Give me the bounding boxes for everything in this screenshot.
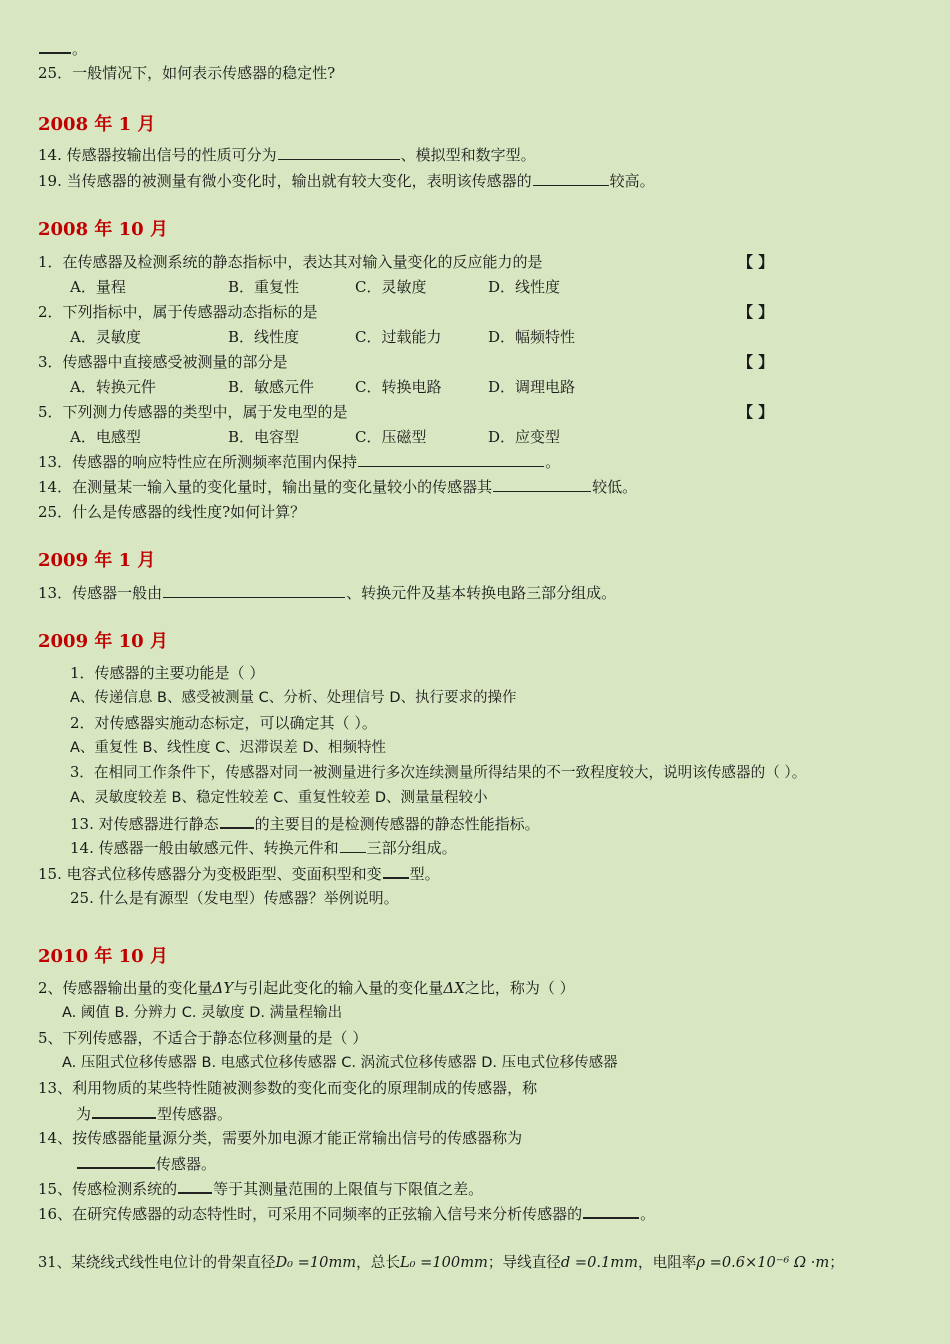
text: 14. 传感器按输出信号的性质可分为 — [38, 146, 277, 164]
text: 型传感器。 — [157, 1105, 233, 1123]
answer-bracket: 【 】 — [738, 253, 774, 271]
answer-bracket: 【 】 — [738, 403, 774, 421]
question-13-2010-10: 13、利用物质的某些特性随被测参数的变化而变化的原理制成的传感器，称 — [38, 1079, 538, 1097]
math-expression: L₀ =100mm — [399, 1254, 488, 1271]
question-25-2009-10: 25. 什么是有源型（发电型）传感器？举例说明。 — [70, 889, 399, 907]
option-d: D．线性度 — [488, 278, 561, 296]
question-25-2007: 25．一般情况下，如何表示传感器的稳定性? — [38, 64, 336, 82]
answer-blank — [583, 1203, 639, 1219]
text: ； — [829, 1254, 844, 1271]
text: 的主要目的是检测传感器的静态性能指标。 — [254, 815, 540, 833]
text: 传感器。 — [156, 1155, 217, 1173]
math-expression: ρ =0.6×10⁻⁶ Ω ·m — [696, 1254, 830, 1271]
text: 、转换元件及基本转换电路三部分组成。 — [346, 584, 617, 602]
text: 2、传感器输出量的变化量 — [38, 979, 213, 997]
answer-blank — [220, 813, 254, 829]
answer-blank — [383, 863, 409, 879]
option-a: A．转换元件 — [70, 378, 156, 396]
text: 。 — [545, 453, 561, 471]
answer-blank — [178, 1178, 212, 1194]
option-b: B．线性度 — [228, 328, 300, 346]
option-b: B．电容型 — [228, 428, 300, 446]
question-5-2010-10: 5、下列传感器，不适合于静态位移测量的是（ ） — [38, 1029, 368, 1047]
option-a: A．灵敏度 — [70, 328, 141, 346]
answer-blank — [358, 452, 544, 467]
text: 。 — [72, 40, 88, 58]
section-heading-2008-01: 2008 年 1 月 — [38, 114, 156, 135]
text: 13. 对传感器进行静态 — [70, 815, 219, 833]
option-a: A．量程 — [70, 278, 126, 296]
options-q1-2009-10: A、传递信息 B、感受被测量 C、分析、处理信号 D、执行要求的操作 — [70, 690, 517, 706]
question-14-2009-10 — [70, 838, 457, 858]
question-2-2010-10 — [38, 978, 575, 998]
option-d: D．调理电路 — [488, 378, 576, 396]
answer-bracket: 【 】 — [738, 353, 774, 371]
question-5-2008-10: 5．下列测力传感器的类型中，属于发电型的是 — [38, 403, 348, 421]
text: 14．在测量某一输入量的变化量时，输出量的变化量较小的传感器其 — [38, 478, 493, 496]
question-13-2009-10 — [70, 813, 540, 834]
answer-blank — [163, 583, 345, 598]
text: 较低。 — [592, 478, 638, 496]
text: 较高。 — [609, 172, 655, 190]
math-expression: d =0.1mm — [560, 1254, 638, 1271]
question-15-2010-10 — [38, 1178, 483, 1199]
question-16-2010-10 — [38, 1203, 655, 1224]
question-25-2008-10: 25．什么是传感器的线性度?如何计算？ — [38, 503, 306, 521]
text: 型。 — [409, 865, 440, 883]
section-heading-2009-10: 2009 年 10 月 — [38, 631, 168, 652]
text: 三部分组成。 — [366, 839, 457, 857]
question-13-2009-01 — [38, 583, 616, 603]
options-q3-2009-10: A、灵敏度较差 B、稳定性较差 C、重复性较差 D、测量量程较小 — [70, 790, 488, 806]
math-expression: D₀ =10mm — [275, 1254, 357, 1271]
option-b: B．重复性 — [228, 278, 300, 296]
text: 、模拟型和数字型。 — [400, 146, 536, 164]
answer-blank — [77, 1153, 155, 1169]
question-14-2008-10 — [38, 477, 637, 497]
question-2-2008-10: 2．下列指标中，属于传感器动态指标的是 — [38, 303, 318, 321]
question-14-2010-10: 14、按传感器能量源分类，需要外加电源才能正常输出信号的传感器称为 — [38, 1129, 523, 1147]
answer-blank — [533, 171, 609, 186]
answer-blank — [340, 838, 366, 853]
text: 与引起此变化的输入量的变化量 — [233, 979, 444, 997]
question-19-2008-01 — [38, 171, 655, 191]
text: 。 — [640, 1205, 656, 1223]
text: ，总长 — [356, 1254, 400, 1271]
option-b: B．敏感元件 — [228, 378, 315, 396]
math-symbol: ΔX — [443, 979, 465, 997]
text: 15. 电容式位移传感器分为变极距型、变面积型和变 — [38, 865, 382, 883]
option-c: C．灵敏度 — [355, 278, 427, 296]
question-3-2009-10: 3．在相同工作条件下，传感器对同一被测量进行多次连续测量所得结果的不一致程度较大，说明该传感器的（ ）。 — [70, 764, 807, 781]
option-d: D．幅频特性 — [488, 328, 576, 346]
option-c: C．过载能力 — [355, 328, 442, 346]
question-1-2009-10: 1．传感器的主要功能是（ ） — [70, 664, 265, 682]
question-3-2008-10: 3．传感器中直接感受被测量的部分是 — [38, 353, 288, 371]
text: ，电阻率 — [638, 1254, 697, 1271]
text: 之比，称为（ ） — [464, 979, 575, 997]
text: ；导线直径 — [487, 1254, 561, 1271]
question-14-2008-01 — [38, 145, 536, 165]
text: 15、传感检测系统的 — [38, 1180, 178, 1198]
top-fragment-line — [38, 38, 87, 59]
option-d: D．应变型 — [488, 428, 561, 446]
question-13-2008-10 — [38, 452, 560, 472]
answer-blank — [278, 145, 400, 160]
answer-blank — [493, 477, 591, 492]
section-heading-2008-10: 2008 年 10 月 — [38, 219, 168, 240]
option-a: A．电感型 — [70, 428, 141, 446]
question-1-2008-10: 1．在传感器及检测系统的静态指标中，表达其对输入量变化的反应能力的是 — [38, 253, 543, 271]
answer-blank — [92, 1103, 156, 1119]
question-31-2010-10 — [38, 1253, 844, 1273]
text: 14. 传感器一般由敏感元件、转换元件和 — [70, 839, 339, 857]
text: 13．传感器的响应特性应在所测频率范围内保持 — [38, 453, 358, 471]
question-2-2009-10: 2．对传感器实施动态标定，可以确定其（ ）。 — [70, 714, 377, 732]
text: 13．传感器一般由 — [38, 584, 163, 602]
answer-bracket: 【 】 — [738, 303, 774, 321]
text: 16、在研究传感器的动态特性时，可采用不同频率的正弦输入信号来分析传感器的 — [38, 1205, 583, 1223]
options-q5-2010-10: A. 压阻式位移传感器 B. 电感式位移传感器 C. 涡流式位移传感器 D. 压电式位移传感器 — [62, 1055, 618, 1071]
text: 等于其测量范围的上限值与下限值之差。 — [213, 1180, 484, 1198]
answer-blank — [39, 38, 71, 54]
options-q2-2009-10: A、重复性 B、线性度 C、迟滞误差 D、相频特性 — [70, 740, 386, 756]
section-heading-2010-10: 2010 年 10 月 — [38, 946, 168, 967]
text: 31、某绕线式线性电位计的骨架直径 — [38, 1254, 276, 1271]
section-heading-2009-01: 2009 年 1 月 — [38, 550, 156, 571]
option-c: C．转换电路 — [355, 378, 442, 396]
question-15-2009-10 — [38, 863, 440, 884]
question-13-2010-10-cont — [76, 1103, 232, 1124]
question-14-2010-10-cont — [76, 1153, 216, 1174]
math-symbol: ΔY — [212, 979, 234, 997]
text: 19. 当传感器的被测量有微小变化时，输出就有较大变化，表明该传感器的 — [38, 172, 532, 190]
option-c: C．压磁型 — [355, 428, 427, 446]
text: 为 — [76, 1105, 92, 1123]
options-q2-2010-10: A. 阈值 B. 分辨力 C. 灵敏度 D. 满量程输出 — [62, 1005, 343, 1021]
